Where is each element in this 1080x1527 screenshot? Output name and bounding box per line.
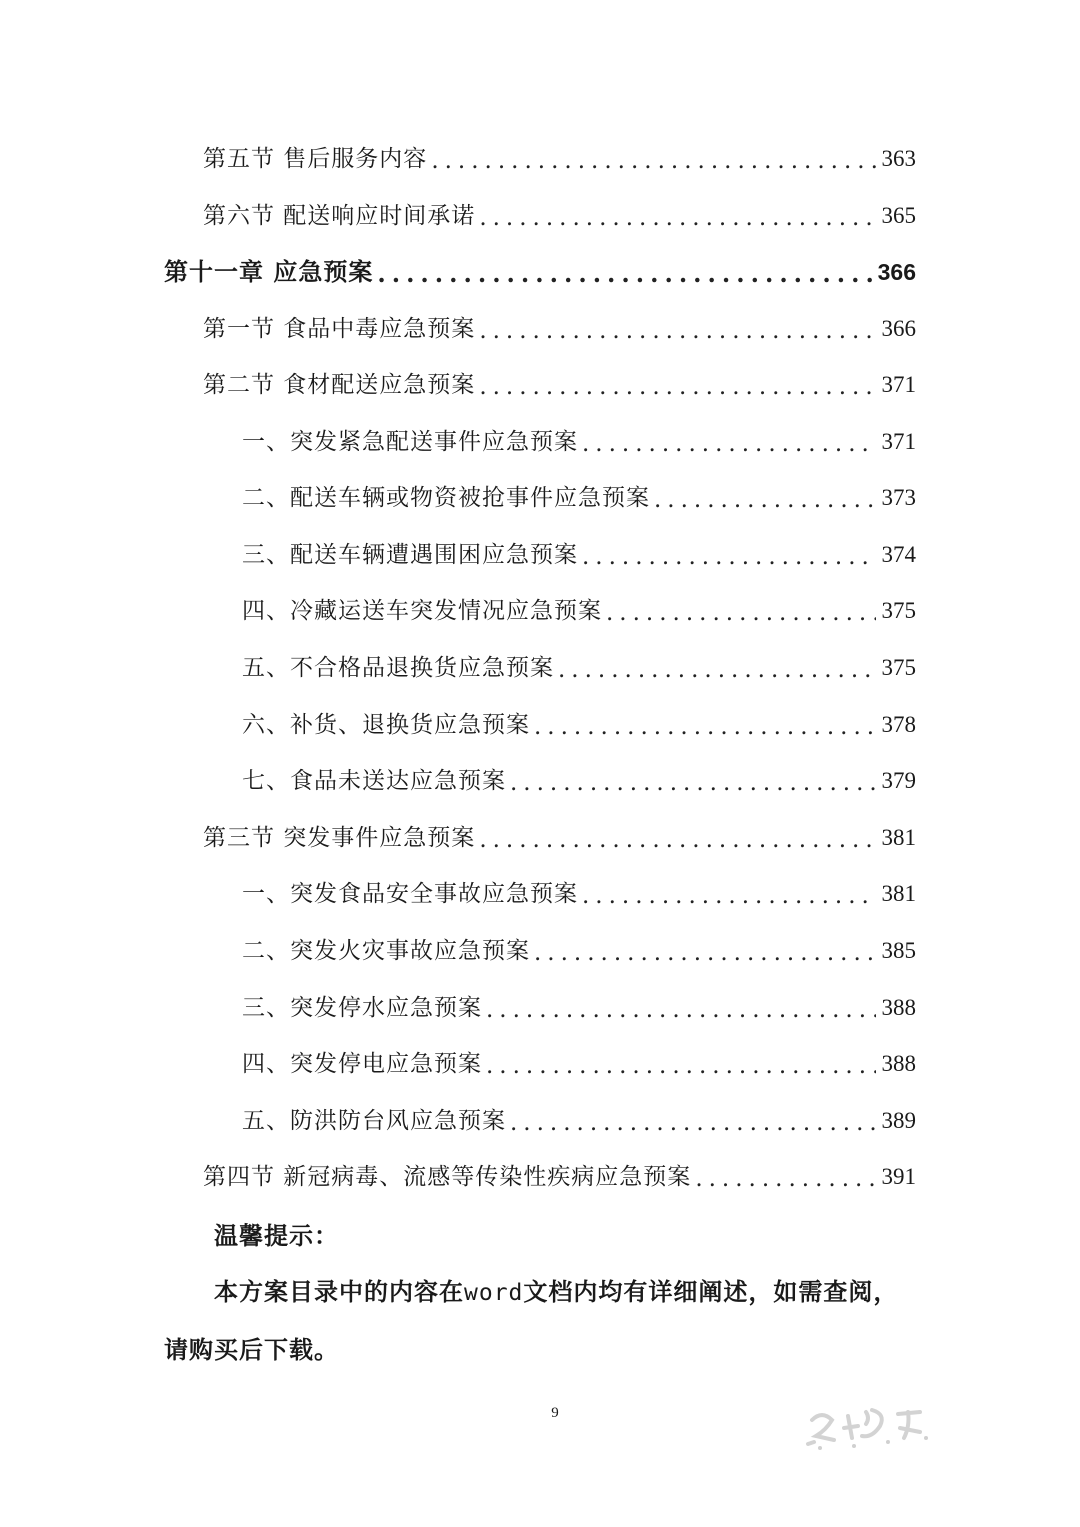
toc-entry-page: 363 bbox=[881, 146, 916, 171]
notice-text-part: 文档内均有详细阐述，如需查阅， bbox=[523, 1277, 899, 1306]
toc-leader-dots bbox=[695, 1159, 875, 1199]
toc-entry-title: 二、配送车辆或物资被抢事件应急预案 bbox=[242, 485, 650, 511]
toc-entry-page: 391 bbox=[881, 1164, 916, 1189]
toc-entry[interactable] bbox=[242, 1101, 916, 1141]
toc-leader-dots bbox=[606, 593, 876, 633]
toc-entry-page: 366 bbox=[877, 259, 916, 285]
toc-entry-title: 四、冷藏运送车突发情况应急预案 bbox=[242, 598, 602, 624]
toc-leader-dots bbox=[479, 198, 875, 238]
toc-entry-page: 366 bbox=[881, 316, 916, 341]
toc-entry[interactable] bbox=[203, 139, 916, 179]
toc-entry-page: 375 bbox=[881, 598, 916, 623]
toc-entry-page: 371 bbox=[881, 372, 916, 397]
toc-entry-title: 五、不合格品退换货应急预案 bbox=[242, 655, 554, 681]
toc-entry-page: 381 bbox=[881, 881, 916, 906]
toc-entry-title: 第二节 食材配送应急预案 bbox=[203, 372, 476, 398]
toc-entry-title: 第五节 售后服务内容 bbox=[203, 146, 428, 172]
toc-entry-page: 373 bbox=[881, 485, 916, 510]
watermark-logo bbox=[800, 1398, 940, 1458]
toc-entry-title: 四、突发停电应急预案 bbox=[242, 1051, 482, 1077]
toc-leader-dots bbox=[486, 990, 876, 1030]
toc-leader-dots bbox=[510, 763, 876, 803]
notice-text-part: 本方案目录中的内容在 bbox=[214, 1277, 464, 1306]
toc-entry-title: 五、防洪防台风应急预案 bbox=[242, 1108, 506, 1134]
toc-leader-dots bbox=[510, 1103, 876, 1143]
toc-entry[interactable] bbox=[203, 196, 916, 236]
toc-entry-page: 388 bbox=[881, 1051, 916, 1076]
toc-entry-title: 二、突发火灾事故应急预案 bbox=[242, 938, 530, 964]
toc-leader-dots bbox=[479, 311, 875, 351]
toc-entry[interactable] bbox=[242, 591, 916, 631]
toc-leader-dots bbox=[558, 650, 876, 690]
toc-chapter-entry[interactable] bbox=[164, 252, 916, 292]
notice-word-term: word bbox=[464, 1280, 524, 1306]
toc-entry-page: 381 bbox=[881, 825, 916, 850]
toc-entry[interactable] bbox=[203, 818, 916, 858]
toc-leader-dots bbox=[486, 1046, 876, 1086]
toc-leader-dots bbox=[534, 707, 876, 747]
toc-entry-page: 374 bbox=[881, 542, 916, 567]
page-number: 9 bbox=[551, 1405, 559, 1421]
toc-leader-dots bbox=[582, 537, 876, 577]
toc-entry[interactable] bbox=[242, 988, 916, 1028]
toc-entry[interactable] bbox=[242, 705, 916, 745]
toc-entry-title: 一、突发食品安全事故应急预案 bbox=[242, 881, 578, 907]
toc-leader-dots bbox=[534, 933, 876, 973]
toc-entry-title: 三、配送车辆遭遇围困应急预案 bbox=[242, 542, 578, 568]
toc-entry-title: 三、突发停水应急预案 bbox=[242, 995, 482, 1021]
toc-entry-page: 379 bbox=[881, 768, 916, 793]
toc-entry[interactable] bbox=[242, 1044, 916, 1084]
toc-entry-title: 第十一章 应急预案 bbox=[164, 257, 374, 286]
toc-entry[interactable] bbox=[242, 761, 916, 801]
toc-leader-dots bbox=[479, 367, 875, 407]
toc-entry-page: 385 bbox=[881, 938, 916, 963]
toc-entry-page: 378 bbox=[881, 712, 916, 737]
toc-entry-title: 第六节 配送响应时间承诺 bbox=[203, 203, 476, 229]
toc-entry-page: 389 bbox=[881, 1108, 916, 1133]
toc-leader-dots bbox=[654, 480, 876, 520]
toc-entry-title: 第一节 食品中毒应急预案 bbox=[203, 316, 476, 342]
toc-leader-dots bbox=[479, 820, 875, 860]
toc-entry-page: 388 bbox=[881, 995, 916, 1020]
notice-heading: 温馨提示： bbox=[214, 1221, 339, 1250]
toc-entry-title: 第四节 新冠病毒、流感等传染性疾病应急预案 bbox=[203, 1164, 692, 1190]
toc-entry-page: 371 bbox=[881, 429, 916, 454]
notice-text-line-2: 请购买后下载。 bbox=[164, 1335, 339, 1364]
toc-entry[interactable] bbox=[203, 309, 916, 349]
toc-entry[interactable] bbox=[242, 478, 916, 518]
toc-entry[interactable] bbox=[242, 874, 916, 914]
toc-entry-title: 六、补货、退换货应急预案 bbox=[242, 712, 530, 738]
toc-entry[interactable] bbox=[242, 931, 916, 971]
toc-entry-title: 一、突发紧急配送事件应急预案 bbox=[242, 429, 578, 455]
toc-entry[interactable] bbox=[242, 422, 916, 462]
toc-entry-page: 365 bbox=[881, 203, 916, 228]
toc-leader-dots bbox=[377, 254, 871, 294]
toc-entry-title: 七、食品未送达应急预案 bbox=[242, 768, 506, 794]
toc-entry-title: 第三节 突发事件应急预案 bbox=[203, 825, 476, 851]
toc-entry[interactable] bbox=[203, 1157, 916, 1197]
toc-entry[interactable] bbox=[242, 648, 916, 688]
toc-leader-dots bbox=[582, 424, 876, 464]
toc-entry[interactable] bbox=[242, 535, 916, 575]
toc-leader-dots bbox=[582, 876, 876, 916]
toc-entry-page: 375 bbox=[881, 655, 916, 680]
notice-text-line-1 bbox=[214, 1272, 898, 1307]
toc-leader-dots bbox=[431, 141, 875, 181]
toc-entry[interactable] bbox=[203, 365, 916, 405]
